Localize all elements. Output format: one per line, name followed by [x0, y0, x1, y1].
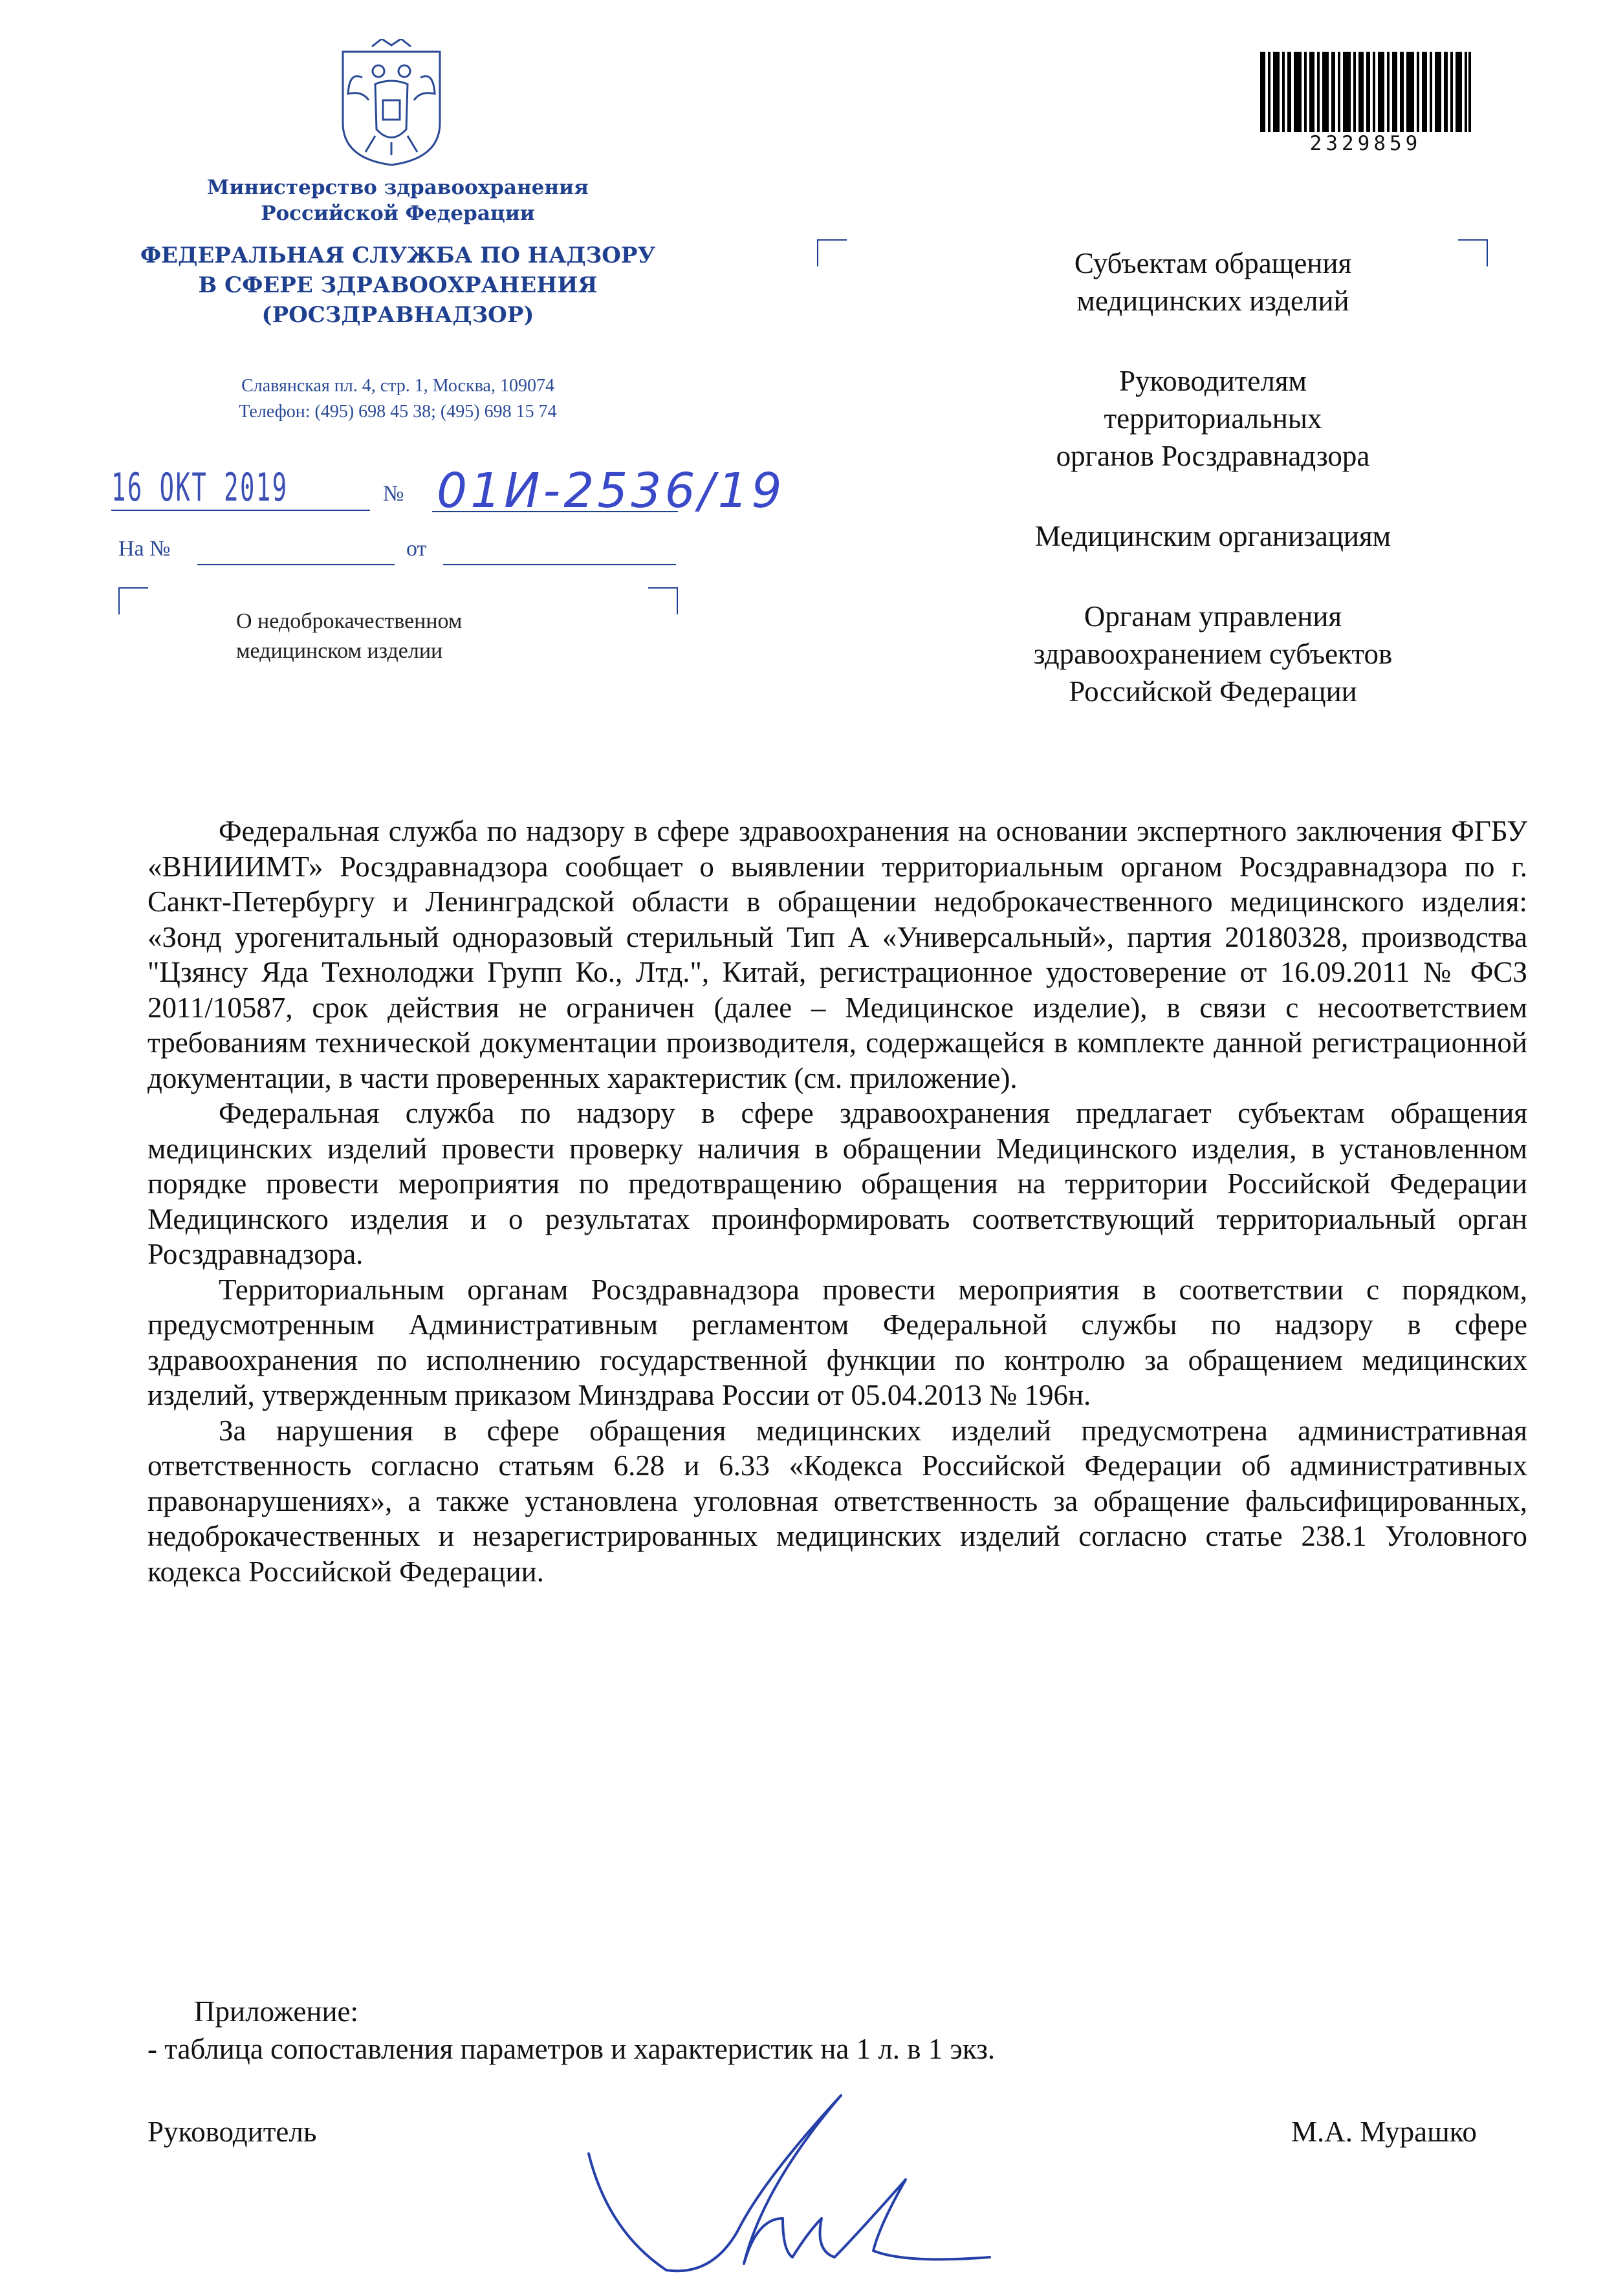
recipients-list — [922, 244, 1504, 753]
subject-bracket-right — [648, 587, 678, 614]
recipient-line: Руководителям — [1119, 365, 1307, 397]
ref-date-field — [443, 564, 676, 565]
letter-body — [147, 814, 1527, 1589]
recipient-group — [922, 244, 1504, 319]
phone-line: Телефон: (495) 698 45 38; (495) 698 15 74 — [239, 402, 557, 422]
ministry-line-2: Российской Федерации — [261, 202, 535, 225]
ministry-line-1: Министерство здравоохранения — [207, 176, 589, 199]
body-paragraph: Федеральная служба по надзору в сфере здравоохранения на основании экспертного заключения ФГБУ «ВНИИИМТ» Росздравнадзора сообщает о выявлении территориальным органом Росздравнадзора по г. Санкт-Петербургу и Ленинградской области в обращении недоброкачественного медицинского изделия: «Зонд урогенитальный одноразовый стерильный Тип А «Универсальный», партия 20180328, производства "Цзянсу Яда Технолоджи Групп Ко., Лтд.", Китай, регистрационное удостоверение от 16.09.2011 № ФСЗ 2011/10587, срок действия не ограничен (далее – Медицинское изделие), в связи с несоответствием требованиям технической документации производителя, содержащейся в комплекте данной регистрационной документации, в части проверенных характеристик (см. приложение). — [147, 815, 1527, 1094]
subject-line-1: О недоброкачественном — [236, 609, 463, 633]
number-label: № — [383, 482, 404, 506]
body-paragraph: Территориальным органам Росздравнадзора провести мероприятия в соответствии с порядком, предусмотренным Административным регламентом Федеральной службы по надзору в сфере здравоохранения по исполнению государственной функции по контролю за обращением медицинских изделий, утвержденным приказом Минздрава России от 05.04.2013 № 196н. — [147, 1273, 1527, 1411]
recipient-line: Медицинским организациям — [1034, 520, 1391, 552]
attachment-label: Приложение: — [194, 1995, 359, 2028]
coat-of-arms-emblem — [336, 39, 446, 168]
service-line-2: В СФЕРЕ ЗДРАВООХРАНЕНИЯ — [198, 272, 598, 298]
letter-subject — [236, 607, 598, 666]
body-paragraph: Федеральная служба по надзору в сфере здравоохранения предлагает субъектам обращения медицинских изделий провести проверку наличия в обращении Медицинского изделия, в установленном порядке провести мероприятия по предотвращению обращения на территории Российской Федерации Медицинского изделия и о результатах проинформировать соответствующий территориальный орган Росздравнадзора. — [147, 1097, 1527, 1270]
subject-line-2: медицинском изделии — [236, 639, 443, 663]
number-underline — [432, 511, 678, 512]
subject-bracket-left — [118, 587, 148, 614]
ministry-name — [116, 175, 679, 226]
date-underline — [111, 510, 370, 511]
signer-position: Руководитель — [147, 2116, 317, 2148]
recipient-group — [922, 362, 1504, 475]
recipient-group — [922, 598, 1504, 710]
recipient-line: Российской Федерации — [1069, 675, 1357, 708]
signer-name: М.А. Мурашко — [1291, 2116, 1477, 2148]
barcode-number: 2329859 — [1309, 132, 1422, 155]
recipient-line: медицинских изделий — [1076, 285, 1349, 317]
ref-number-field — [197, 564, 395, 565]
recipient-line: Субъектам обращения — [1074, 247, 1352, 279]
barcode-image — [1260, 52, 1471, 132]
date-stamp: 16 ОКТ 2019 — [111, 465, 289, 510]
recipient-line: органов Росздравнадзора — [1056, 440, 1370, 472]
recipients-bracket-left — [817, 239, 847, 266]
address-line: Славянская пл. 4, стр. 1, Москва, 109074 — [241, 376, 554, 396]
attachment-block — [147, 1993, 1527, 2068]
recipient-line: территориальных — [1104, 402, 1322, 435]
recipient-line: здравоохранением субъектов — [1033, 638, 1393, 670]
ref-date-label: от — [406, 537, 427, 561]
attachment-item: - таблица сопоставления параметров и характеристик на 1 л. в 1 экз. — [147, 2033, 996, 2065]
recipient-group — [922, 517, 1504, 555]
handwritten-signature — [569, 2070, 1022, 2290]
body-paragraph: За нарушения в сфере обращения медицинских изделий предусмотрена административная ответственность согласно статьям 6.28 и 6.33 «Кодекса Российской Федерации об административных правонарушениях», а также установлена уголовная ответственность за обращение фальсифицированных, недоброкачественных и незарегистрированных медицинских изделий согласно статье 238.1 Уголовного кодекса Российской Федерации. — [147, 1414, 1527, 1588]
registration-number: 01И-2536/19 — [437, 463, 785, 519]
recipient-line: Органам управления — [1084, 600, 1342, 633]
service-name — [97, 241, 699, 330]
address-block — [97, 373, 699, 425]
ref-number-label: На № — [118, 537, 171, 561]
service-line-1: ФЕДЕРАЛЬНАЯ СЛУЖБА ПО НАДЗОРУ — [140, 243, 656, 268]
service-line-3: (РОСЗДРАВНАДЗОР) — [261, 302, 534, 328]
